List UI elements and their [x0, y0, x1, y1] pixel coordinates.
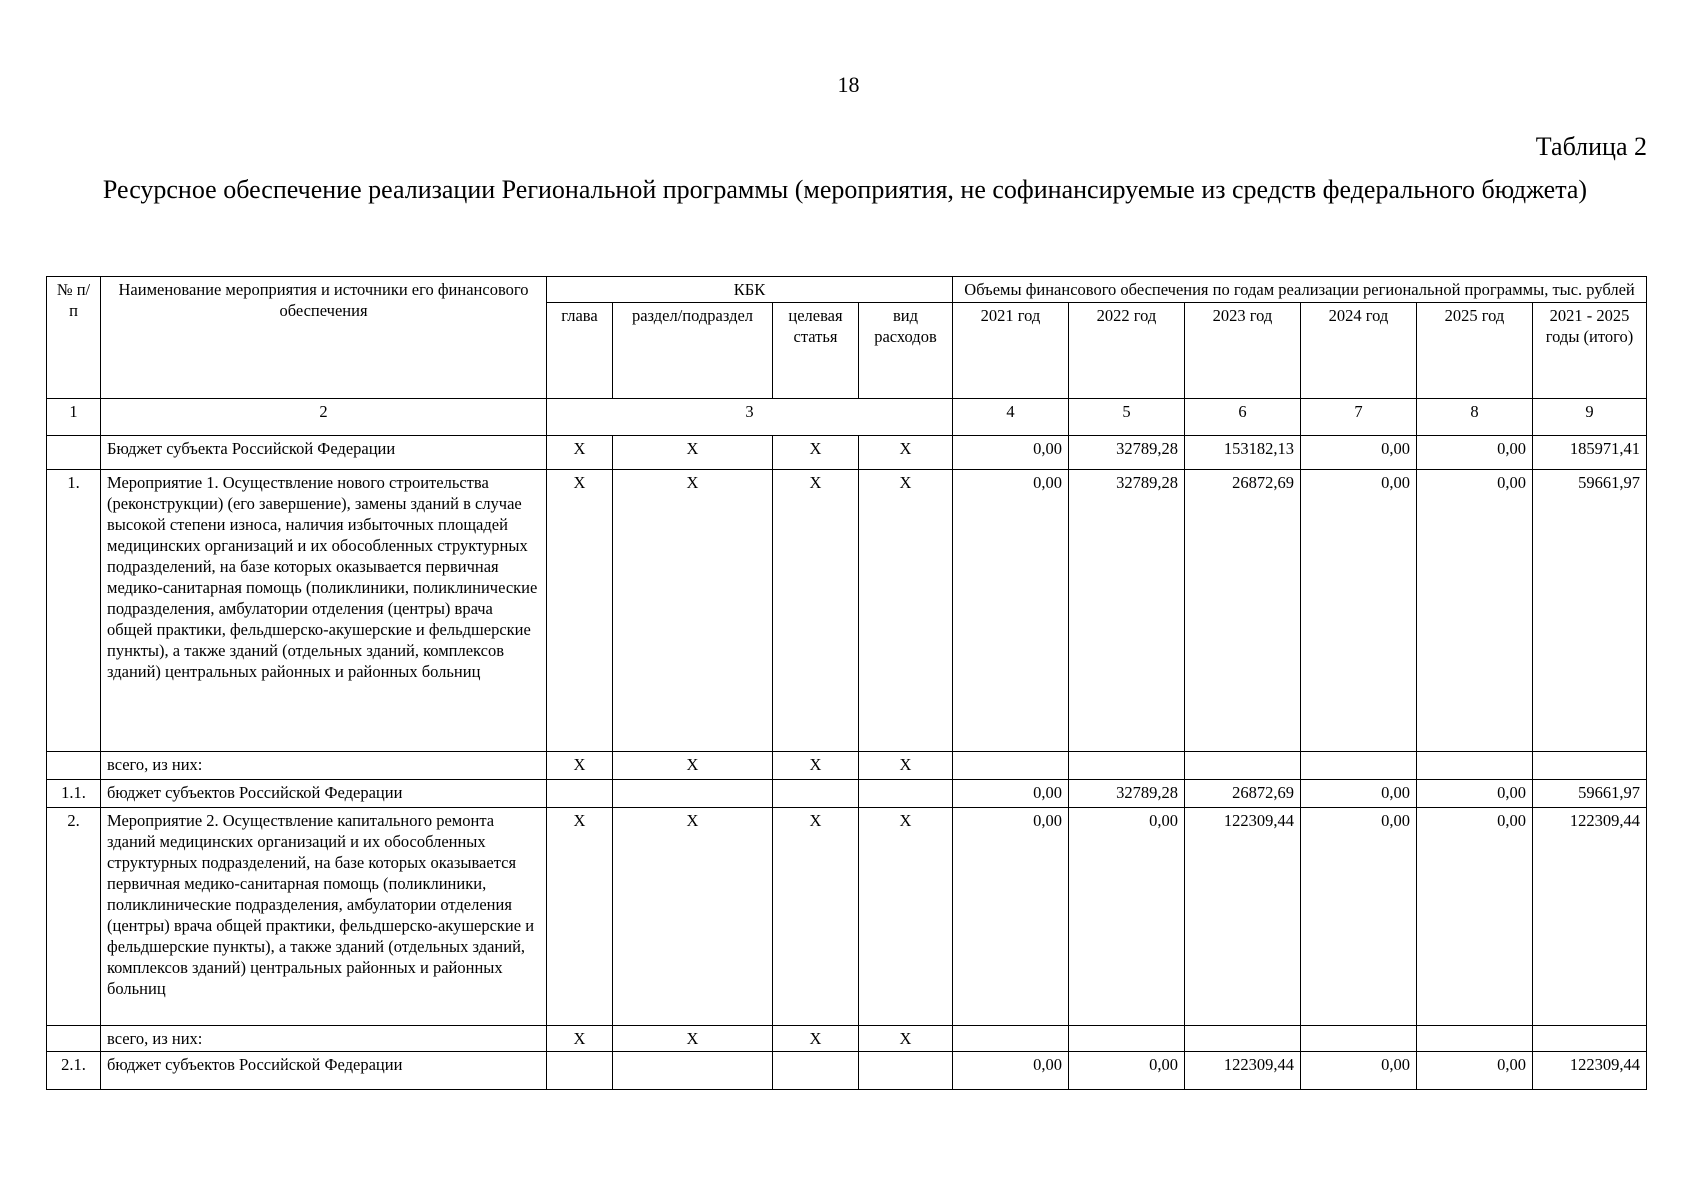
- value-total: 59661,97: [1533, 470, 1647, 752]
- kbk-glava: Х: [547, 1026, 613, 1052]
- value-2025: 0,00: [1417, 470, 1533, 752]
- header-volumes: Объемы финансового обеспечения по годам реализации региональной программы, тыс. рублей: [953, 277, 1647, 303]
- value-total: 185971,41: [1533, 436, 1647, 470]
- value-2022: 32789,28: [1069, 436, 1185, 470]
- kbk-vid: [859, 1052, 953, 1090]
- kbk-glava: Х: [547, 436, 613, 470]
- kbk-razdel: [613, 780, 773, 808]
- value-2021: 0,00: [953, 780, 1069, 808]
- row-number: [47, 752, 101, 780]
- value-2021: [953, 752, 1069, 780]
- header-glava: глава: [547, 303, 613, 399]
- header-total: 2021 - 2025 годы (итого): [1533, 303, 1647, 399]
- value-2022: 32789,28: [1069, 780, 1185, 808]
- value-2024: 0,00: [1301, 808, 1417, 1026]
- col-number: 3: [547, 399, 953, 436]
- header-razdel: раздел/подраздел: [613, 303, 773, 399]
- value-2023: 26872,69: [1185, 780, 1301, 808]
- header-row-1: [47, 277, 1647, 303]
- kbk-statya: Х: [773, 752, 859, 780]
- header-vid: вид расходов: [859, 303, 953, 399]
- kbk-statya: Х: [773, 470, 859, 752]
- header-2023: 2023 год: [1185, 303, 1301, 399]
- row-name: Мероприятие 2. Осуществление капитального ремонта зданий медицинских организаций и их обособленных структурных подразделений, на базе которых оказывается первичная медико-санитарная помощь (поликлиники, поликлинические подразделения, амбулатории отделения (центры) врача общей практики, фельдшерско-акушерские и фельдшерские пункты), а также зданий (отдельных зданий, комплексов зданий) центральных районных и районных больниц: [101, 808, 547, 1026]
- value-total: 122309,44: [1533, 1052, 1647, 1090]
- row-number: 2.1.: [47, 1052, 101, 1090]
- resource-table: [46, 276, 1647, 1090]
- row-name: всего, из них:: [101, 752, 547, 780]
- kbk-glava: Х: [547, 752, 613, 780]
- kbk-razdel: Х: [613, 1026, 773, 1052]
- value-2023: [1185, 752, 1301, 780]
- value-2021: 0,00: [953, 808, 1069, 1026]
- value-2022: 0,00: [1069, 1052, 1185, 1090]
- value-2024: 0,00: [1301, 1052, 1417, 1090]
- col-number: 7: [1301, 399, 1417, 436]
- value-2021: 0,00: [953, 436, 1069, 470]
- table-label: Таблица 2: [1535, 132, 1647, 161]
- kbk-vid: [859, 780, 953, 808]
- row-name: Бюджет субъекта Российской Федерации: [101, 436, 547, 470]
- kbk-statya: Х: [773, 436, 859, 470]
- value-2025: 0,00: [1417, 436, 1533, 470]
- value-total: 59661,97: [1533, 780, 1647, 808]
- value-2024: 0,00: [1301, 470, 1417, 752]
- col-number: 8: [1417, 399, 1533, 436]
- value-2024: 0,00: [1301, 436, 1417, 470]
- value-2025: 0,00: [1417, 1052, 1533, 1090]
- col-number: 6: [1185, 399, 1301, 436]
- kbk-vid: Х: [859, 808, 953, 1026]
- value-2021: 0,00: [953, 1052, 1069, 1090]
- value-total: [1533, 752, 1647, 780]
- row-name: всего, из них:: [101, 1026, 547, 1052]
- value-2022: [1069, 1026, 1185, 1052]
- value-2025: [1417, 752, 1533, 780]
- value-2023: 153182,13: [1185, 436, 1301, 470]
- header-statya: целевая статья: [773, 303, 859, 399]
- value-2024: [1301, 752, 1417, 780]
- kbk-statya: [773, 780, 859, 808]
- value-2022: 0,00: [1069, 808, 1185, 1026]
- header-name: Наименование мероприятия и источники его финансового обеспечения: [101, 277, 547, 399]
- header-2022: 2022 год: [1069, 303, 1185, 399]
- value-2025: 0,00: [1417, 780, 1533, 808]
- kbk-statya: [773, 1052, 859, 1090]
- value-2024: [1301, 1026, 1417, 1052]
- kbk-statya: Х: [773, 1026, 859, 1052]
- value-2025: [1417, 1026, 1533, 1052]
- header-2024: 2024 год: [1301, 303, 1417, 399]
- kbk-vid: Х: [859, 752, 953, 780]
- value-2023: 122309,44: [1185, 1052, 1301, 1090]
- value-2021: [953, 1026, 1069, 1052]
- header-2025: 2025 год: [1417, 303, 1533, 399]
- col-number: 4: [953, 399, 1069, 436]
- row-name: бюджет субъектов Российской Федерации: [101, 780, 547, 808]
- kbk-razdel: Х: [613, 808, 773, 1026]
- table-row: [47, 808, 1647, 1026]
- row-number: [47, 1026, 101, 1052]
- table-row: [47, 1052, 1647, 1090]
- table-row: [47, 436, 1647, 470]
- value-2021: 0,00: [953, 470, 1069, 752]
- kbk-razdel: Х: [613, 436, 773, 470]
- page-number: 18: [837, 72, 860, 97]
- col-number: 9: [1533, 399, 1647, 436]
- value-2023: 26872,69: [1185, 470, 1301, 752]
- value-2023: [1185, 1026, 1301, 1052]
- header-num: № п/п: [47, 277, 101, 399]
- value-total: 122309,44: [1533, 808, 1647, 1026]
- kbk-glava: Х: [547, 808, 613, 1026]
- value-2022: 32789,28: [1069, 470, 1185, 752]
- kbk-glava: [547, 780, 613, 808]
- col-number: 5: [1069, 399, 1185, 436]
- row-number: 1.: [47, 470, 101, 752]
- col-number: 1: [47, 399, 101, 436]
- kbk-statya: Х: [773, 808, 859, 1026]
- kbk-glava: Х: [547, 470, 613, 752]
- value-2024: 0,00: [1301, 780, 1417, 808]
- row-number: 2.: [47, 808, 101, 1026]
- row-number: [47, 436, 101, 470]
- value-total: [1533, 1026, 1647, 1052]
- kbk-razdel: Х: [613, 470, 773, 752]
- header-kbk: КБК: [547, 277, 953, 303]
- header-2021: 2021 год: [953, 303, 1069, 399]
- value-2022: [1069, 752, 1185, 780]
- kbk-vid: Х: [859, 470, 953, 752]
- table-row: [47, 1026, 1647, 1052]
- kbk-vid: Х: [859, 436, 953, 470]
- table-row: [47, 780, 1647, 808]
- value-2025: 0,00: [1417, 808, 1533, 1026]
- col-number: 2: [101, 399, 547, 436]
- row-name: Мероприятие 1. Осуществление нового строительства (реконструкции) (его завершение), замены зданий в случае высокой степени износа, наличия избыточных площадей медицинских организаций и их обособленных структурных подразделений, на базе которых оказывается первичная медико-санитарная помощь (поликлиники, поликлинические подразделения, амбулатории отделения (центры) врача общей практики, фельдшерско-акушерские и фельдшерские пункты), а также зданий (отдельных зданий, комплексов зданий) центральных районных и районных больниц: [101, 470, 547, 752]
- kbk-razdel: [613, 1052, 773, 1090]
- table-row: [47, 752, 1647, 780]
- kbk-razdel: Х: [613, 752, 773, 780]
- row-number: 1.1.: [47, 780, 101, 808]
- document-title: Ресурсное обеспечение реализации Региональной программы (мероприятия, не софинансируемые из средств федерального бюджета): [102, 175, 1588, 204]
- column-number-row: [47, 399, 1647, 436]
- row-name: бюджет субъектов Российской Федерации: [101, 1052, 547, 1090]
- value-2023: 122309,44: [1185, 808, 1301, 1026]
- kbk-glava: [547, 1052, 613, 1090]
- table-row: [47, 470, 1647, 752]
- kbk-vid: Х: [859, 1026, 953, 1052]
